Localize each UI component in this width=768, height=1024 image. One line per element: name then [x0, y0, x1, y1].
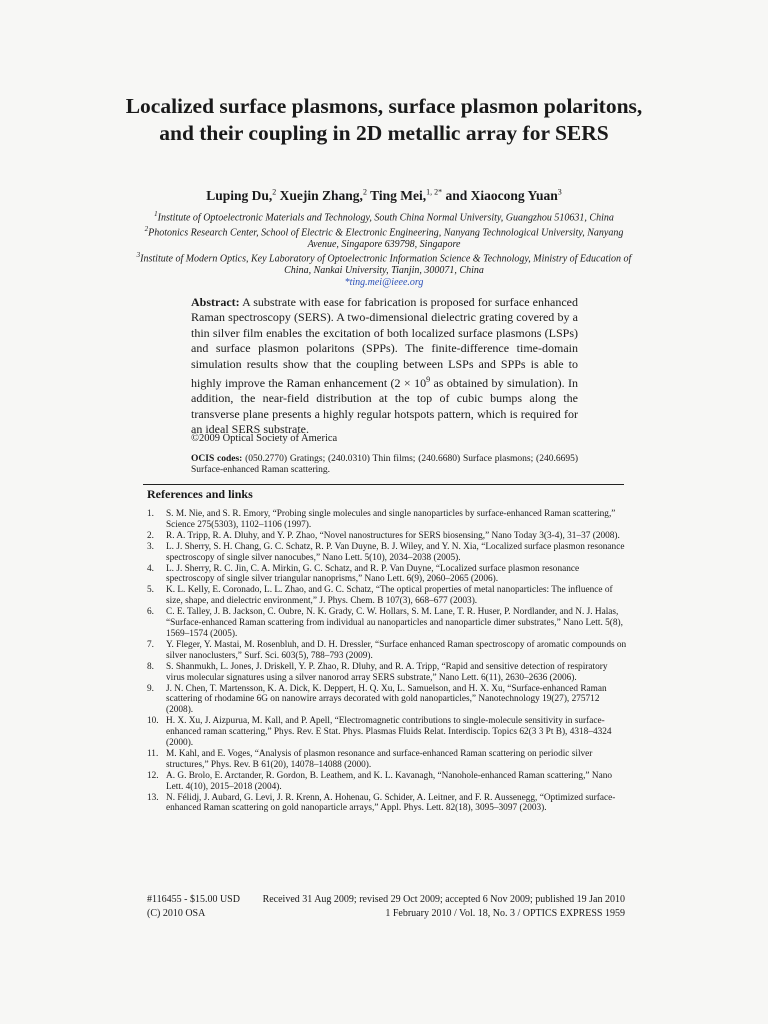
reference-text: S. Shanmukh, L. Jones, J. Driskell, Y. P. Zhao, R. Dluhy, and R. A. Tripp, “Rapid and sensitive detection of respiratory virus molecular signatures using a silver nanorod array SERS substrate,” Nano Lett. 6(11), 2630–2636 (2006). [166, 661, 608, 683]
reference-number: 10. [147, 716, 159, 727]
reference-item [147, 684, 627, 717]
author: Luping Du,$^2$ [206, 187, 277, 203]
copyright-osa: (C) 2010 OSA [147, 908, 206, 919]
reference-item [147, 564, 627, 586]
corresponding-email-link[interactable]: *ting.mei@ieee.org [344, 276, 424, 288]
reference-item [147, 542, 627, 564]
reference-item [147, 509, 627, 531]
section-divider [143, 484, 624, 485]
reference-number: 8. [147, 661, 154, 672]
reference-text: R. A. Tripp, R. A. Dluhy, and Y. P. Zhao, “Novel nanostructures for SERS biosensing,” Nano Today 3(3-4), 31–37 (2008). [166, 530, 620, 541]
reference-number: 4. [147, 563, 154, 574]
reference-number: 3. [147, 541, 154, 552]
footer-line-2 [147, 908, 625, 919]
footer-line-1 [147, 894, 625, 905]
reference-item [147, 716, 627, 749]
paper-title: Localized surface plasmons, surface plasmon polaritons, and their coupling in 2D metallic array for SERS [125, 94, 643, 145]
reference-item [147, 749, 627, 771]
reference-text: L. J. Sherry, R. C. Jin, C. A. Mirkin, G. C. Schatz, and R. P. Van Duyne, “Localized surface plasmon resonance spectroscopy of single silver triangular nanoprisms,” Nano Lett. 6(9), 2060–2065 (2006). [166, 563, 580, 585]
reference-text: L. J. Sherry, S. H. Chang, G. C. Schatz, R. P. Van Duyne, B. J. Wiley, and Y. N. Xia, “Localized surface plasmon resonance spectroscopy of single silver nanocubes,” Nano Lett. 5(10), 2034–2038 (2005). [166, 541, 625, 563]
author: and Xiaocong Yuan$^3$ [442, 187, 562, 203]
reference-text: M. Kahl, and E. Voges, “Analysis of plasmon resonance and surface-enhanced Raman scattering on periodic silver structures,” Phys. Rev. B 61(20), 14078–14088 (2000). [166, 748, 593, 770]
author: Ting Mei,$^{1, 2*}$ [366, 187, 443, 203]
affiliation: $^2$Photonics Research Center, School of Electric & Electronic Engineering, Nanyang Technological University, Nanyang Avenue, Singapore 639798, Singapore [144, 224, 624, 250]
ocis-codes: OCIS codes: (050.2770) Gratings; (240.0310) Thin films; (240.6680) Surface plasmons; (240.6695) Surface-enhanced Raman scattering. [191, 454, 578, 475]
reference-text: S. M. Nie, and S. R. Emory, “Probing single molecules and single nanoparticles by surface-enhanced Raman scattering,” Science 275(5303), 1102–1106 (1997). [166, 509, 616, 530]
reference-item [147, 771, 627, 793]
abstract: Abstract: A substrate with ease for fabrication is proposed for surface enhanced Raman spectroscopy (SERS). A two-dimensional dielectric grating covered by a thin silver film enables the excitation of both localized surface plasmons (LSPs) and surface plasmon polaritons (SPPs). The finite-difference time-domain simulation results show that the coupling between LSPs and SPPs is able to highly improve the Raman enhancement ($2 \times 10^9$ as obtained by simulation). In addition, the near-field distribution at the top of cubic bumps along the transverse plane presents a highly regular hotspots pattern, which is required for an ideal SERS substrate. [191, 295, 578, 437]
reference-text: A. G. Brolo, E. Arctander, R. Gordon, B. Leathem, and K. L. Kavanagh, “Nanohole-enhanced Raman scattering,” Nano Lett. 4(10), 2015–2018 (2004). [166, 770, 612, 792]
abstract-label: Abstract: [191, 295, 240, 309]
reference-text: J. N. Chen, T. Martensson, K. A. Dick, K. Deppert, H. Q. Xu, L. Samuelson, and H. X. Xu, “Surface-enhanced Raman scattering of rhodamine 6G on nanowire arrays decorated with gold nanoparticles,” Nanotechnology 19(27), 275712 (2008). [166, 683, 607, 716]
reference-text: K. L. Kelly, E. Coronado, L. L. Zhao, and G. C. Schatz, “The optical properties of metal nanoparticles: The influence of size, shape, and dielectric environment,” J. Phys. Chem. B 107(3), 668–677 (2003). [166, 585, 613, 607]
publication-history: Received 31 Aug 2009; revised 29 Oct 2009; accepted 6 Nov 2009; published 19 Jan 2010 [262, 894, 625, 905]
reference-list [147, 509, 627, 814]
journal-citation: 1 February 2010 / Vol. 18, No. 3 / OPTICS EXPRESS 1959 [385, 908, 625, 919]
reference-text: H. X. Xu, J. Aizpurua, M. Kall, and P. Apell, “Electromagnetic contributions to single-molecule sensitivity in surface-enhanced raman scattering,” Phys. Rev. E Stat. Phys. Plasmas Fluids Relat. Interdiscip. Topics 62(3 3 Pt B), 4318–4324 (2000). [166, 716, 612, 749]
reference-number: 5. [147, 585, 154, 596]
reference-item [147, 585, 627, 607]
reference-item [147, 607, 627, 640]
reference-number: 9. [147, 683, 154, 694]
references-heading: References and links [147, 487, 253, 501]
reference-number: 6. [147, 607, 154, 618]
reference-text: C. E. Talley, J. B. Jackson, C. Oubre, N. K. Grady, C. W. Hollars, S. M. Lane, T. R. Huser, P. Nordlander, and N. J. Halas, “Surface-enhanced Raman scattering from individual au nanoparticles and nanoparticle dimer substrates,” Nano Lett. 5(8), 1569–1574 (2005). [166, 607, 623, 639]
reference-number: 12. [147, 770, 159, 781]
reference-number: 13. [147, 792, 159, 803]
reference-number: 11. [147, 748, 159, 759]
author-list [100, 187, 668, 204]
reference-text: N. Félidj, J. Aubard, G. Levi, J. R. Krenn, A. Hohenau, G. Schider, A. Leitner, and F. R. Aussenegg, “Optimized surface-enhanced Raman scattering on gold nanoparticle arrays,” Appl. Phys. Lett. 82(18), 3095–3097 (2003). [166, 792, 616, 814]
reference-item [147, 793, 627, 815]
reference-item [147, 640, 627, 662]
reference-number: 2. [147, 530, 154, 541]
author: Xuejin Zhang,$^2$ [276, 187, 367, 203]
reference-item [147, 531, 627, 542]
price-code: #116455 - $15.00 USD [147, 894, 240, 905]
affiliation: $^1$Institute of Optoelectronic Materials and Technology, South China Normal University, Guangzhou 510631, China [154, 210, 614, 224]
reference-text: Y. Fleger, Y. Mastai, M. Rosenbluh, and D. H. Dressler, “Surface enhanced Raman spectroscopy of aromatic compounds on silver nanoclusters,” Surf. Sci. 603(5), 788–793 (2009). [166, 639, 627, 661]
reference-number: 1. [147, 509, 154, 519]
ocis-label: OCIS codes: [191, 454, 243, 464]
affiliation: $^3$Institute of Modern Optics, Key Laboratory of Optoelectronic Information Science & Technology, Ministry of Education of China, Nankai University, Tianjin, 300071, China [136, 251, 632, 277]
copyright-notice: ©2009 Optical Society of America [191, 433, 338, 444]
reference-item [147, 662, 627, 684]
affiliations [130, 209, 638, 289]
reference-number: 7. [147, 639, 154, 650]
